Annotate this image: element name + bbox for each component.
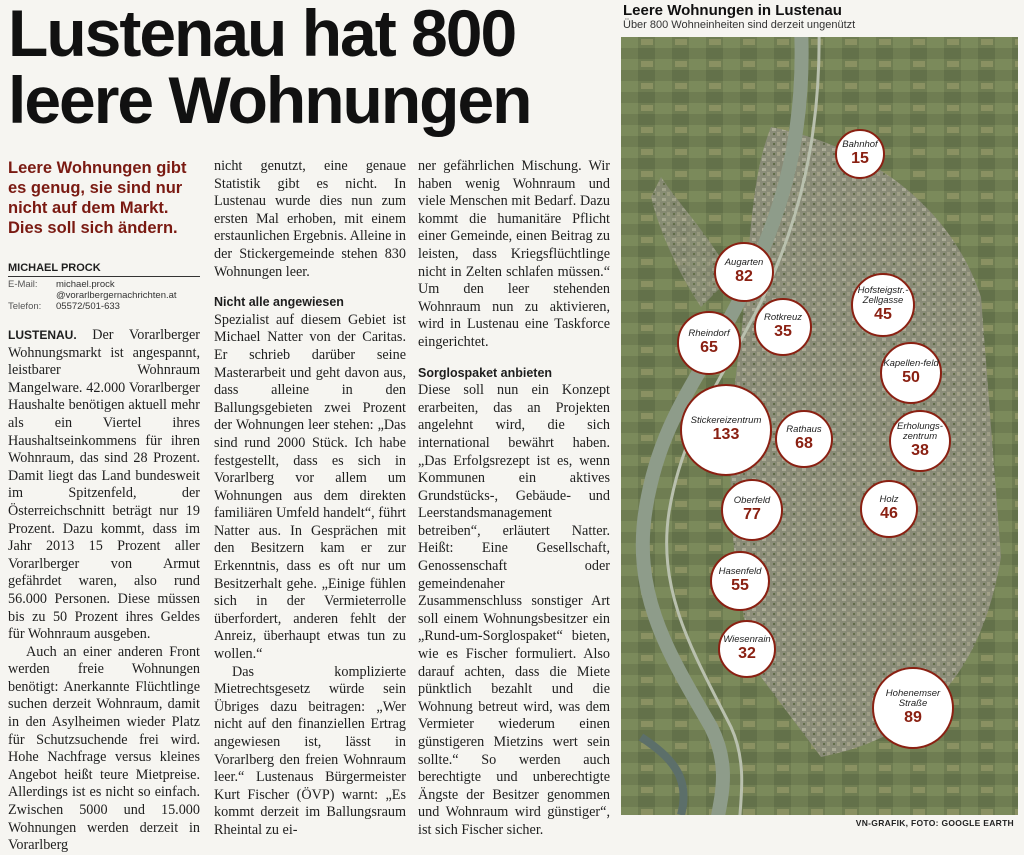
headline-line-2: leere Wohnungen bbox=[8, 63, 531, 137]
map-marker bbox=[680, 384, 772, 476]
article-paragraph: ner gefährlichen Mischung. Wir haben wenig Wohnraum und viele Menschen mit Bedarf. Dazu kommt die humanitäre Pflicht einer Gemeinde, einen Beitrag zu leisten, dass Kriegsflüchtlinge nicht in Zelten schlafen müssen.“ Um den leer stehenden Wohnraum nun zu aktivieren, wird in Lustenau eine Taskforce eingerichtet. bbox=[418, 158, 610, 350]
subheading: Sorglospaket anbieten bbox=[418, 365, 553, 380]
marker-value: 77 bbox=[743, 506, 761, 523]
marker-name: Hasenfeld bbox=[718, 566, 762, 577]
marker-value: 133 bbox=[712, 426, 740, 443]
marker-name: Erholungs-zentrum bbox=[897, 421, 943, 442]
marker-value: 89 bbox=[904, 709, 922, 726]
marker-name: Rathaus bbox=[786, 424, 822, 435]
marker-value: 32 bbox=[738, 645, 756, 662]
marker-name: Rheindorf bbox=[688, 328, 730, 339]
map-title: Leere Wohnungen in Lustenau bbox=[623, 2, 842, 19]
marker-name: Hohenemser Straße bbox=[885, 688, 941, 709]
map-marker bbox=[775, 410, 833, 468]
map-marker bbox=[880, 342, 942, 404]
map-marker bbox=[721, 479, 783, 541]
article-paragraph: Das komplizierte Mietrechtsgesetz würde sein Übriges dazu beitragen: „Wer nicht auf den finanziellen Ertrag angewiesen ist, lässt in Vorarlberg den freien Wohnraum leer.“ Lustenaus Bürgermeister Kurt Fischer (ÖVP) warnt: „Es kommt derzeit im Ballungsraum Rheintal zu ei- bbox=[214, 663, 406, 838]
marker-value: 65 bbox=[700, 339, 718, 356]
map-marker bbox=[860, 480, 918, 538]
marker-name: Wiesenrain bbox=[723, 634, 771, 645]
article-column-1 bbox=[8, 327, 200, 855]
dateline: LUSTENAU. bbox=[8, 328, 77, 342]
map-marker bbox=[718, 620, 776, 678]
marker-name: Oberfeld bbox=[733, 495, 771, 506]
article-paragraph: Spezialist auf diesem Gebiet ist Michael Natter von der Caritas. Er schrieb darüber seine Masterarbeit und geht davon aus, dass alleine in den Ballungsgebieten zwei Prozent der Wohnungen leer stehen: „Das sind rund 2000 Stück. Ich habe festgestellt, dass es sich in Vorarlberg vor allem um Wohnungen aus dem direkten familiären Umfeld handelt“, führt Natter aus. In Gesprächen mit den Besitzern kam er zur Erkenntnis, dass es oft nur um Besitzerhalt gehe. „Einige fühlen sich in der Vermieterrolle überfordert, anderen fehlt der Anreiz, überhaupt etwas tun zu wollen.“ bbox=[214, 311, 406, 663]
marker-name: Kapellen-feld bbox=[883, 358, 939, 369]
map-marker bbox=[872, 667, 954, 749]
article-column-2 bbox=[214, 158, 406, 840]
map-subtitle: Über 800 Wohneinheiten sind derzeit ungenützt bbox=[623, 19, 856, 31]
marker-value: 35 bbox=[774, 323, 792, 340]
map-marker bbox=[677, 311, 741, 375]
headline bbox=[8, 0, 608, 137]
map-marker bbox=[714, 242, 774, 302]
map-marker bbox=[754, 298, 812, 356]
marker-name: Augarten bbox=[724, 257, 764, 268]
byline bbox=[8, 262, 200, 312]
phone-number: 05572/501-633 bbox=[56, 301, 120, 312]
marker-value: 55 bbox=[731, 577, 749, 594]
marker-name: Stickereizentrum bbox=[690, 415, 762, 426]
byline-email-row bbox=[8, 279, 200, 301]
email-label: E-Mail: bbox=[8, 279, 38, 290]
marker-value: 82 bbox=[735, 268, 753, 285]
lead-text: Leere Wohnungen gibt es genug, sie sind nur nicht auf dem Markt. Dies soll sich ändern. bbox=[8, 159, 187, 237]
marker-value: 45 bbox=[874, 306, 892, 323]
author-name: MICHAEL PROCK bbox=[8, 262, 200, 277]
map-marker bbox=[889, 410, 951, 472]
marker-value: 68 bbox=[795, 435, 813, 452]
marker-value: 50 bbox=[902, 369, 920, 386]
email-address[interactable]: michael.prock @vorarlbergernachrichten.at bbox=[56, 279, 177, 301]
marker-name: Holz bbox=[879, 494, 899, 505]
map-marker bbox=[851, 273, 915, 337]
article-column-3 bbox=[418, 158, 610, 840]
article-paragraph: Diese soll nun ein Konzept erarbeiten, das an Projekten angelehnt wird, die sich international bewährt haben. „Das Erfolgsrezept ist es, wenn Kommunen ein aktives Grundstücks-, Gebäude- und Leerstandsmanagement betreiben“, erläutert Natter. Heißt: Eine Gesellschaft, Genossenschaft oder gemeindenaher Zusammenschluss sonstiger Art soll einem Wohnungsbesitzer ein „Rund-um-Sorglospaket“ bieten, wie es Fischer formuliert. Also darauf achten, dass die Miete pünktlich bezahlt und die Wohnung betreut wird, was dem Vermieter wiederum einen günstigeren Mietzins wert sein sollte.“ So werden auch berechtigte und unberechtigte Ängste der Besitzer genommen und Wohnraum wird günstiger“, ist sich Fischer sicher. bbox=[418, 382, 610, 838]
marker-name: Bahnhof bbox=[842, 139, 878, 150]
marker-value: 38 bbox=[911, 442, 929, 459]
marker-value: 15 bbox=[851, 150, 869, 167]
subheading: Nicht alle angewiesen bbox=[214, 295, 344, 310]
marker-value: 46 bbox=[880, 505, 898, 522]
photo-credit: VN-GRAFIK, FOTO: GOOGLE EARTH bbox=[855, 818, 1014, 828]
marker-name: Rotkreuz bbox=[763, 312, 802, 323]
phone-label: Telefon: bbox=[8, 301, 42, 312]
map-marker bbox=[835, 129, 885, 179]
article-paragraph: nicht genutzt, eine genaue Statistik gibt es nicht. In Lustenau wurde dies nun zum ersten Mal erhoben, mit einem erstaunlichen Ergebnis. Alleine in der Stickergemeinde stehen 830 Wohnungen leer. bbox=[214, 158, 407, 280]
article-paragraph bbox=[8, 327, 200, 644]
headline-line-1: Lustenau hat 800 bbox=[8, 0, 516, 70]
marker-name: Hofsteigstr.-Zellgasse bbox=[857, 285, 909, 306]
paragraph-text: Der Vorarlberger Wohnungsmarkt ist angespannt, leistbarer Wohnraum Mangelware. 42.000 Vorarlberger Haushalte benötigen aktuell mehr als ein Viertel ihres Haushaltseinkommens für ihren Wohnraum, das sind 28 Prozent. Damit liegt das Land bundesweit im Spitzenfeld, der Österreichschnitt beträgt nur 19 Prozent. Dazu kommt, dass im Jahr 2013 15 Prozent aller Vorarlberger von Armut gefährdet waren, also rund 56.000 Personen. Diese müssen bis zu 50 Prozent ihres Geldes für Wohnraum ausgeben. bbox=[8, 327, 201, 643]
aerial-map bbox=[621, 37, 1018, 815]
article-paragraph: Auch an einer anderen Front werden freie Wohnungen benötigt: Anerkannte Flüchtlinge suchen derzeit Wohnraum, damit in den Asylheimen wieder Platz für Schutzsuchende frei wird. Hohe Nachfrage versus kleines Angebot heißt teure Mietpreise. Allerdings ist es nicht so einfach. Zwischen 5000 und 15.000 Wohnungen werden derzeit in Vorarlberg bbox=[8, 643, 200, 854]
map-marker bbox=[710, 551, 770, 611]
byline-phone-row bbox=[8, 301, 200, 312]
